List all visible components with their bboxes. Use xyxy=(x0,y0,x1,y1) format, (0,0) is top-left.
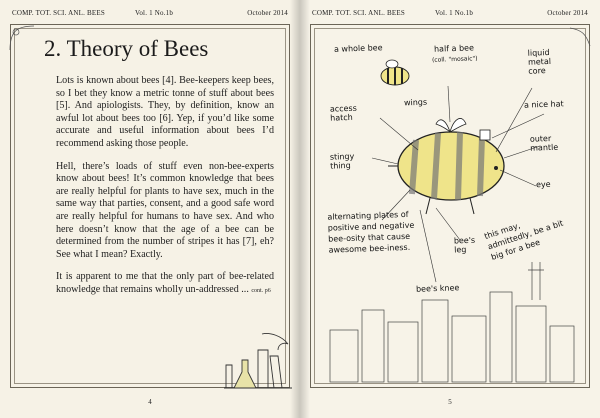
paragraph-2: Hell, there’s loads of stuff even non-bee-experts know about bees! It’s common knowledge that bees are really helpful for plants to have sex, much in the same way that parties, consent, and a good safe word are really helpful for humans to have sex. And who here doesn’t know that the age of a bee can be determined from the number of stripes it has [7], eh? See what I mean? Exactly. xyxy=(56,160,274,260)
small-bee-illustration xyxy=(381,60,409,85)
label-liquid-core: liquid metal core xyxy=(527,47,552,76)
label-bees-knee: bee's knee xyxy=(415,283,460,294)
label-access-hatch: access hatch xyxy=(329,103,357,123)
label-half-bee-note: (coll. "mosaic") xyxy=(431,55,478,64)
journal-name: COMP. TOT. SCI. ANL. BEES xyxy=(312,9,405,17)
label-half-bee: half a bee xyxy=(433,43,475,54)
big-bee-illustration xyxy=(388,118,504,214)
label-stingy-thing: stingy thing xyxy=(329,151,355,171)
label-whole-bee: a whole bee xyxy=(333,43,383,54)
label-outer-mantle: outer mantle xyxy=(529,133,559,153)
label-plates: alternating plates of positive and negative bee-osity that cause awesome bee-iness. xyxy=(327,209,415,255)
right-page-number: 5 xyxy=(448,398,452,406)
volume-number: Vol. 1 No.1b xyxy=(435,9,474,17)
label-eye: eye xyxy=(535,179,551,190)
right-page xyxy=(300,0,600,418)
lab-glassware-illustration xyxy=(222,330,294,392)
label-wings: wings xyxy=(403,97,428,108)
label-too-big: this may, admittedly, be a bit big for a bee xyxy=(483,218,565,262)
article-body xyxy=(56,75,274,308)
journal-name: COMP. TOT. SCI. ANL. BEES xyxy=(12,9,105,17)
left-page-number: 4 xyxy=(148,398,152,406)
volume-number: Vol. 1 No.1b xyxy=(135,9,174,17)
continued-note: cont. p6 xyxy=(251,287,271,294)
issue-date: October 2014 xyxy=(547,9,588,17)
paragraph-3 xyxy=(56,271,274,297)
issue-date: October 2014 xyxy=(247,9,288,17)
city-skyline-illustration xyxy=(330,262,574,382)
article-title: 2. Theory of Bees xyxy=(44,36,209,61)
paragraph-1: Lots is known about bees [4]. Bee-keepers keep bees, so I bet they know a metric tonne of stuff about bees [5]. And apiologists. They, by definition, know an awful lot about bees too [6]. Yep, if you’d like some accurate and useful information about bees I’d recommend asking those people. xyxy=(56,75,274,149)
label-bees-leg: bee's leg xyxy=(453,235,476,255)
corner-flourish-icon xyxy=(6,22,36,52)
label-nice-hat: a nice hat xyxy=(523,99,564,110)
page-gutter xyxy=(290,0,310,418)
paragraph-3-text: It is apparent to me that the only part of bee-related knowledge that remains wholly un-addressed ... xyxy=(56,271,274,295)
left-running-head xyxy=(12,6,288,20)
